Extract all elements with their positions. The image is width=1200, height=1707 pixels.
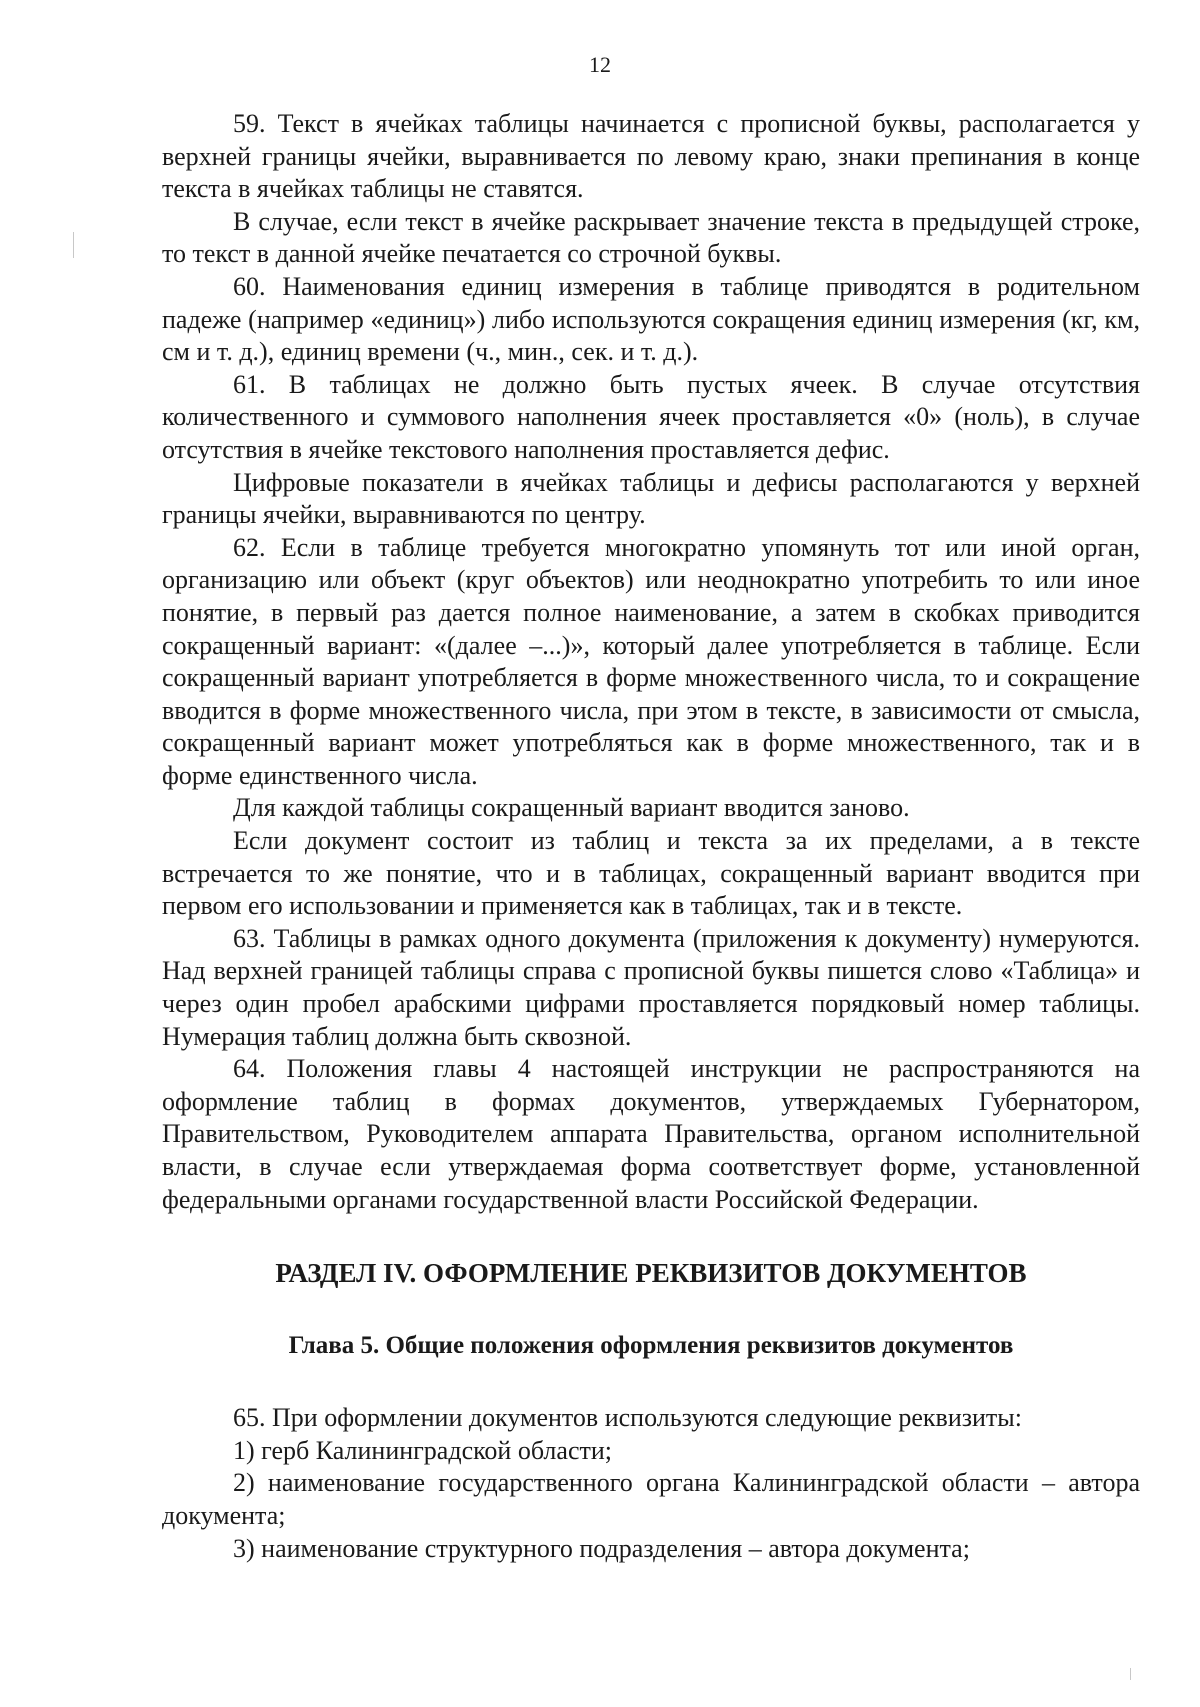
paragraph-59: 59. Текст в ячейках таблицы начинается с прописной буквы, располагается у верхней границы ячейки, выравнивается по левому краю, знаки препинания в конце текста в ячейках таблицы не ставятся. — [162, 109, 1140, 204]
paragraph-62-continued: Для каждой таблицы сокращенный вариант вводится заново. — [233, 793, 910, 823]
paragraph-62: 62. Если в таблице требуется многократно упомянуть тот или иной орган, организацию или объект (круг объектов) или неоднократно употребить то или иное понятие, в первый раз дается полное наименование, а затем в скобках приводится сокращенный вариант: «(далее –...)», который далее употребляется в таблице. Если сокращенный вариант употребляется в форме множественного числа, то и сокращение вводится в форме множественного числа, при этом в тексте, в зависимости от смысла, сокращенный вариант может употребляться как в форме множественного, так и в форме единственного числа. — [162, 532, 1140, 790]
paragraph-59-continued: В случае, если текст в ячейке раскрывает значение текста в предыдущей строке, то текст в данной ячейке печатается со строчной буквы. — [162, 206, 1140, 269]
section-heading: РАЗДЕЛ IV. ОФОРМЛЕНИЕ РЕКВИЗИТОВ ДОКУМЕНТОВ — [275, 1258, 1027, 1289]
paragraph-61: 61. В таблицах не должно быть пустых ячеек. В случае отсутствия количественного и суммового наполнения ячеек проставляется «0» (ноль), в случае отсутствия в ячейке текстового наполнения проставляется дефис. — [162, 369, 1140, 464]
scan-margin-mark — [1130, 1668, 1131, 1680]
page-number: 12 — [589, 52, 611, 77]
chapter-heading: Глава 5. Общие положения оформления реквизитов документов — [288, 1332, 1014, 1360]
scan-margin-mark — [73, 232, 74, 258]
paragraph-63: 63. Таблицы в рамках одного документа (приложения к документу) нумеруются. Над верхней границей таблицы справа с прописной буквы пишется слово «Таблица» и через один пробел арабскими цифрами проставляется порядковый номер таблицы. Нумерация таблиц должна быть сквозной. — [162, 923, 1140, 1051]
paragraph-60: 60. Наименования единиц измерения в таблице приводятся в родительном падеже (например «единиц») либо используются сокращения единиц измерения (кг, км, см и т. д.), единиц времени (ч., мин., сек. и т. д.). — [162, 271, 1140, 367]
list-item: 1) герб Калининградской области; — [233, 1435, 612, 1465]
list-item: 3) наименование структурного подразделения – автора документа; — [233, 1533, 970, 1563]
document-body — [162, 108, 1140, 1565]
paragraph-65: 65. При оформлении документов используются следующие реквизиты: — [233, 1403, 1022, 1433]
list-item: 2) наименование государственного органа Калининградской области – автора документа; — [162, 1468, 1140, 1530]
paragraph-64: 64. Положения главы 4 настоящей инструкции не распространяются на оформление таблиц в формах документов, утверждаемых Губернатором, Правительством, Руководителем аппарата Правительства, органом исполнительной власти, в случае если утверждаемая форма соответствует форме, установленной федеральными органами государственной власти Российской Федерации. — [162, 1054, 1140, 1214]
paragraph-61-continued: Цифровые показатели в ячейках таблицы и дефисы располагаются у верхней границы ячейки, выравниваются по центру. — [162, 467, 1140, 530]
paragraph-62-continued: Если документ состоит из таблиц и текста за их пределами, а в тексте встречается то же понятие, что и в таблицах, сокращенный вариант вводится при первом его использовании и применяется как в таблицах, так и в тексте. — [162, 826, 1140, 921]
